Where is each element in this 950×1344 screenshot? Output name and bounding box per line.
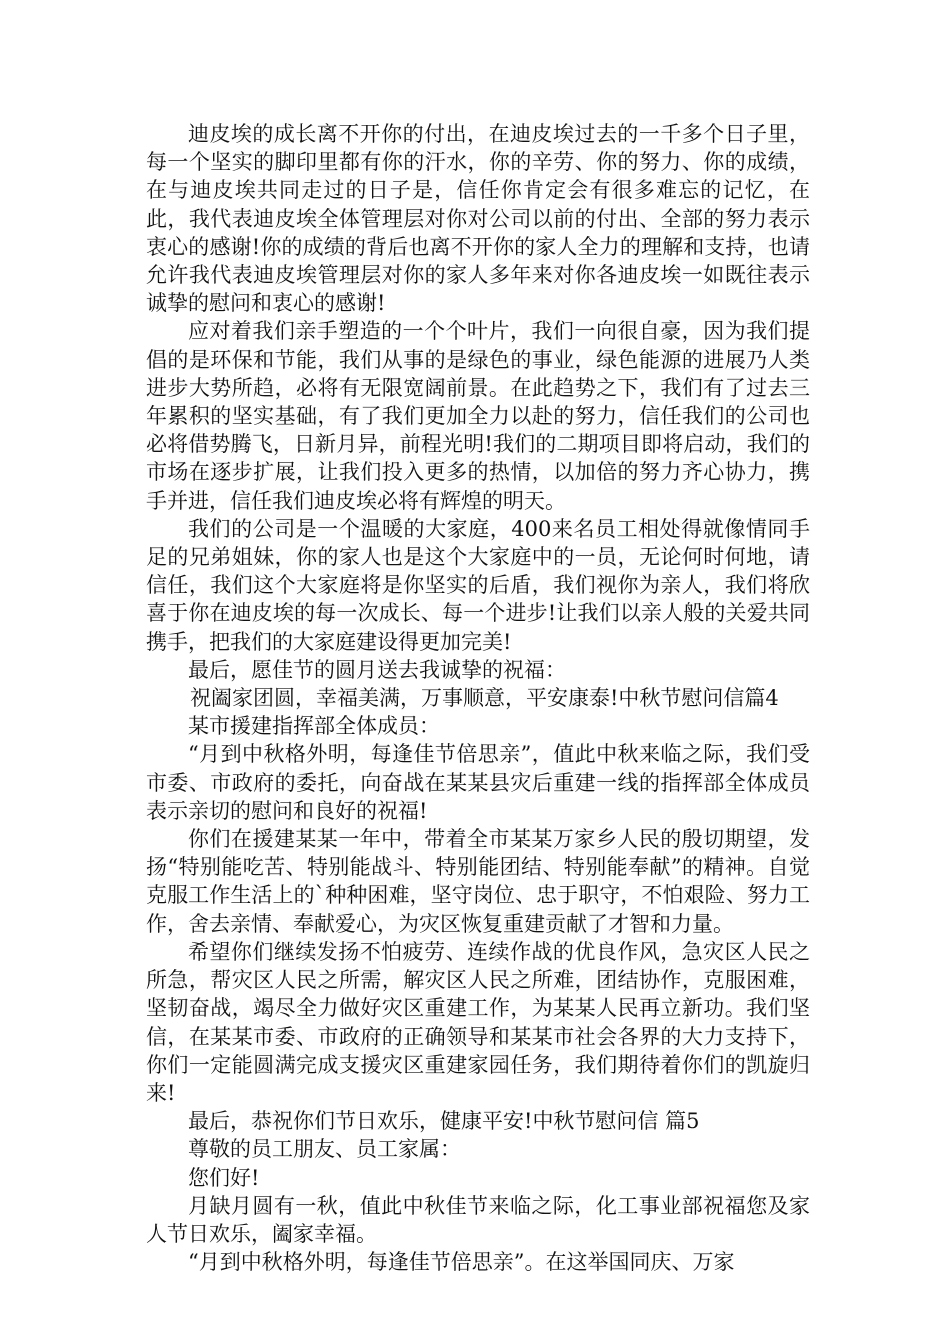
paragraph: 您们好! xyxy=(188,1165,260,1190)
paragraph: 祝阖家团圆，幸福美满，万事顺意，平安康泰!中秋节慰问信篇4 xyxy=(190,686,779,711)
document-body xyxy=(146,120,810,1276)
paragraph: 我们的公司是一个温暖的大家庭，400来名员工相处得就像情同手足的兄弟姐妹，你的家人也是这个大家庭中的一员，无论何时何地，请信任，我们这个大家庭将是你坚实的后盾，我们视你为亲人，我们将欣喜于你在迪皮埃的每一次成长、每一个进步!让我们以亲人般的关爱共同携手，把我们的大家庭建设得更加完美! xyxy=(146,516,810,654)
paragraph: 月缺月圆有一秋，值此中秋佳节来临之际，化工事业部祝福您及家人节日欢乐，阖家幸福。 xyxy=(146,1193,810,1246)
paragraph: 希望你们继续发扬不怕疲劳、连续作战的优良作风，急灾区人民之所急，帮灾区人民之所需，解灾区人民之所难，团结协作，克服困难，坚韧奋战，竭尽全力做好灾区重建工作，为某某人民再立新功。我们坚信，在某某市委、市政府的正确领导和某某市社会各界的大力支持下，你们一定能圆满完成支援灾区重建家园任务，我们期待着你们的凯旋归来! xyxy=(146,939,810,1105)
paragraph: 迪皮埃的成长离不开你的付出，在迪皮埃过去的一千多个日子里，每一个坚实的脚印里都有你的汗水，你的辛劳、你的努力、你的成绩，在与迪皮埃共同走过的日子是，信任你肯定会有很多难忘的记忆，在此，我代表迪皮埃全体管理层对你对公司以前的付出、全部的努力表示衷心的感谢!你的成绩的背后也离不开你的家人全力的理解和支持，也请允许我代表迪皮埃管理层对你的家人多年来对你各迪皮埃一如既往表示诚挚的慰问和衷心的感谢! xyxy=(146,122,810,316)
paragraph: “月到中秋格外明，每逢佳节倍思亲”，值此中秋来临之际，我们受市委、市政府的委托，向奋战在某某县灾后重建一线的指挥部全体成员表示亲切的慰问和良好的祝福! xyxy=(146,742,810,823)
paragraph: 你们在援建某某一年中，带着全市某某万家乡人民的殷切期望，发扬“特别能吃苦、特别能战斗、特别能团结、特别能奉献”的精神。自觉克服工作生活上的`种种困难，坚守岗位、忠于职守，不怕艰险、努力工作，舍去亲情、奉献爱心，为灾区恢复重建贡献了才智和力量。 xyxy=(146,827,810,936)
paragraph: 最后，恭祝你们节日欢乐，健康平安!中秋节慰问信 篇5 xyxy=(188,1109,700,1134)
paragraph: 最后，愿佳节的圆月送去我诚挚的祝福： xyxy=(188,657,566,682)
paragraph: 尊敬的员工朋友、员工家属： xyxy=(188,1137,461,1162)
paragraph: “月到中秋格外明，每逢佳节倍思亲”。在这举国同庆、万家 xyxy=(188,1250,735,1275)
paragraph: 应对着我们亲手塑造的一个个叶片，我们一向很自豪，因为我们提倡的是环保和节能，我们从事的是绿色的事业，绿色能源的进展乃人类进步大势所趋，必将有无限宽阔前景。在此趋势之下，我们有了过去三年累积的坚实基础，有了我们更加全力以赴的努力，信任我们的公司也必将借势腾飞，日新月异，前程光明!我们的二期项目即将启动，我们的市场在逐步扩展，让我们投入更多的热情，以加倍的努力齐心协力，携手并进，信任我们迪皮埃必将有辉煌的明天。 xyxy=(146,319,810,513)
paragraph: 某市援建指挥部全体成员： xyxy=(188,714,440,739)
